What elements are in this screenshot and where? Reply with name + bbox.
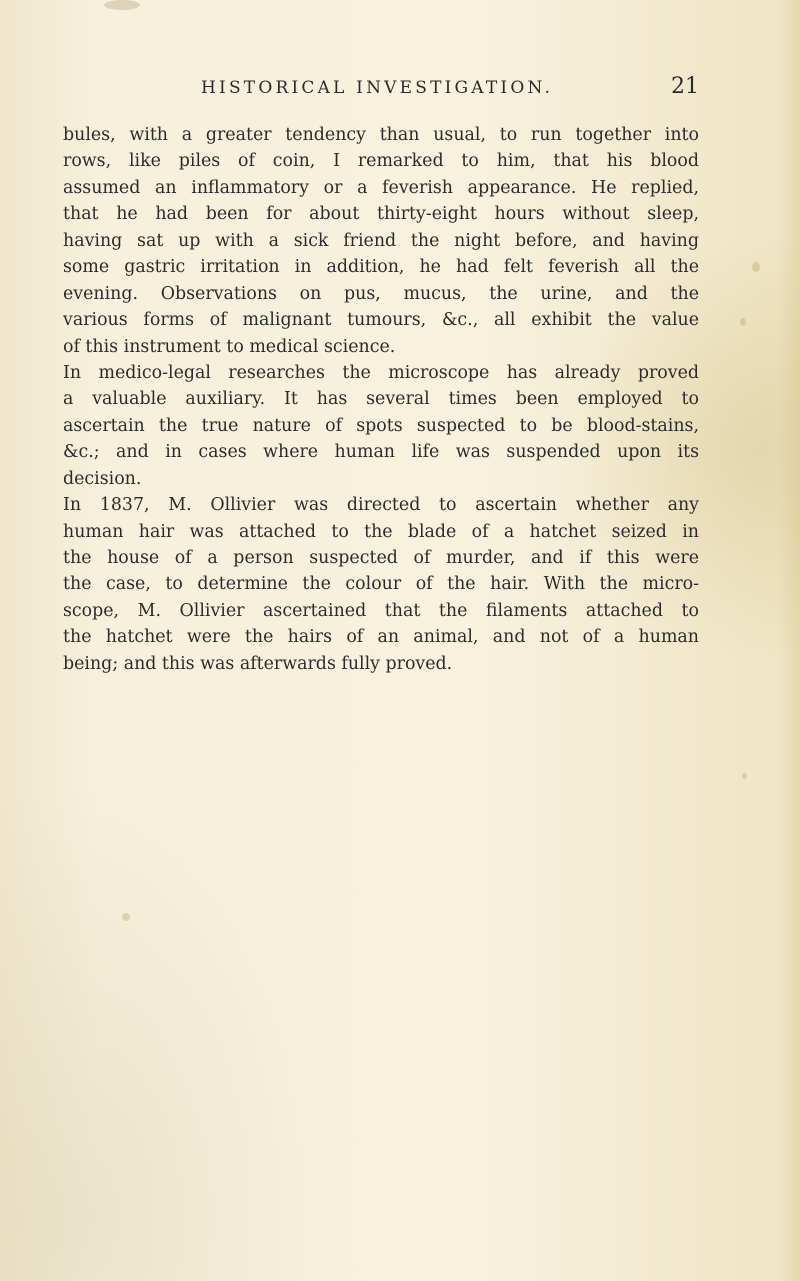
page-edge-shadow xyxy=(778,0,800,1281)
body-text xyxy=(63,122,699,677)
paragraph xyxy=(63,122,699,360)
text-line: decision. xyxy=(63,468,142,489)
paragraph xyxy=(63,492,699,677)
foxing-spot xyxy=(740,318,746,326)
text-line: having sat up with a sick friend the night before, and having xyxy=(63,230,699,251)
text-line: a valuable auxiliary. It has several times been employed to xyxy=(63,389,699,410)
text-line: In medico-legal researches the microscope has already proved xyxy=(63,362,699,383)
text-line: various forms of malignant tumours, &c., all exhibit the value xyxy=(63,310,699,331)
text-line: ascertain the true nature of spots suspected to be blood-stains, xyxy=(63,415,699,436)
text-line: that he had been for about thirty-eight hours without sleep, xyxy=(63,204,699,225)
text-line: assumed an inflammatory or a feverish appearance. He replied, xyxy=(63,177,699,198)
text-line: rows, like piles of coin, I remarked to him, that his blood xyxy=(63,151,699,172)
page-header xyxy=(63,74,699,104)
running-head: HISTORICAL INVESTIGATION. xyxy=(201,78,554,98)
text-line: the case, to determine the colour of the hair. With the micro- xyxy=(63,574,699,595)
text-line: bules, with a greater tendency than usual, to run together into xyxy=(63,125,699,145)
text-line: some gastric irritation in addition, he had felt feverish all the xyxy=(63,257,699,278)
text-line: scope, M. Ollivier ascertained that the filaments attached to xyxy=(63,600,699,621)
foxing-spot xyxy=(104,0,140,10)
text-line: of this instrument to medical science. xyxy=(63,336,396,357)
text-line: &c.; and in cases where human life was suspended upon its xyxy=(63,442,699,463)
text-line: the hatchet were the hairs of an animal, and not of a human xyxy=(63,627,699,648)
foxing-spot xyxy=(742,773,747,779)
page-number: 21 xyxy=(671,74,699,99)
foxing-spot xyxy=(122,913,130,921)
text-line: evening. Observations on pus, mucus, the urine, and the xyxy=(63,283,699,304)
text-line: In 1837, M. Ollivier was directed to ascertain whether any xyxy=(63,495,699,516)
text-line: being; and this was afterwards fully proved. xyxy=(63,653,453,674)
paragraph xyxy=(63,360,699,492)
text-line: the house of a person suspected of murder, and if this were xyxy=(63,548,699,568)
text-line: human hair was attached to the blade of a hatchet seized in xyxy=(63,521,699,542)
foxing-spot xyxy=(752,262,760,272)
